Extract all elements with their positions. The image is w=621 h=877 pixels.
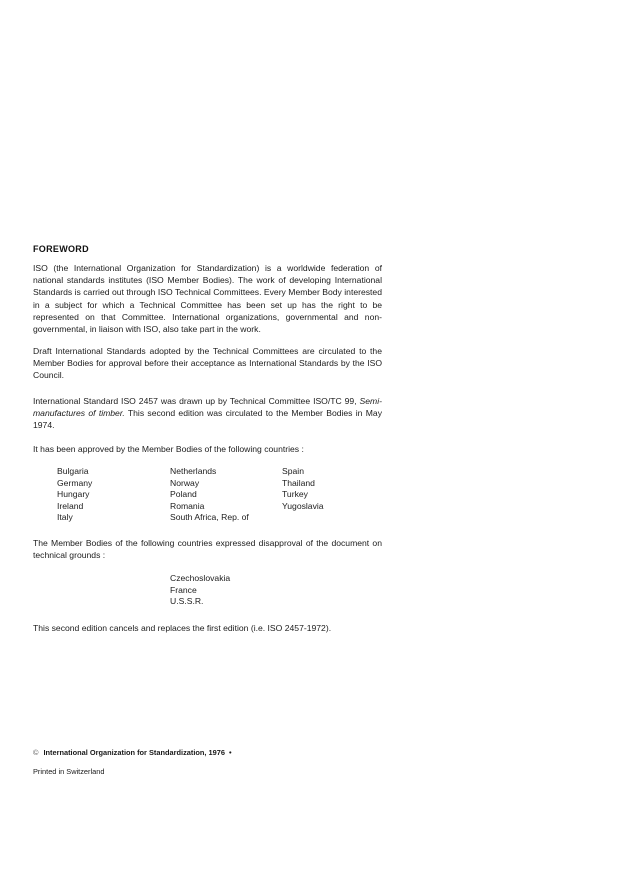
country: Yugoslavia — [282, 500, 324, 511]
copyright-text: International Organization for Standardization, 1976 — [43, 748, 225, 757]
paragraph-disapproval: The Member Bodies of the following countries expressed disapproval of the document on technical grounds : — [33, 538, 382, 561]
bullet-mark: • — [228, 748, 232, 757]
p3-text-after: This second edition was circulated to the Member Bodies in May 1974. — [33, 408, 382, 431]
country: Romania — [170, 500, 205, 511]
country: Norway — [170, 477, 200, 488]
disapproving-countries — [170, 573, 230, 608]
printed-in: Printed in Switzerland — [33, 767, 105, 776]
country: Netherlands — [170, 466, 217, 476]
country: Spain — [282, 466, 304, 476]
country: Czechoslovakia — [170, 573, 231, 583]
country: Bulgaria — [57, 466, 89, 476]
country: Germany — [57, 477, 93, 488]
paragraph-draft-standards: Draft International Standards adopted by the Technical Committees are circulated to the Member Bodies for approval before their acceptance as International Standards by the ISO Council. — [33, 346, 382, 381]
p3-text-before: International Standard ISO 2457 was drawn up by Technical Committee ISO/TC 99, — [33, 396, 360, 406]
approving-countries-col3 — [282, 466, 324, 512]
country: Hungary — [57, 489, 90, 500]
approving-countries-col2 — [170, 466, 249, 524]
copyright-icon: © — [33, 748, 39, 757]
paragraph-approval: It has been approved by the Member Bodies of the following countries : — [33, 444, 304, 454]
approving-countries-col1 — [57, 466, 92, 524]
country: Ireland — [57, 500, 84, 511]
country: Italy — [57, 512, 73, 523]
country: Thailand — [282, 477, 315, 488]
foreword-heading: FOREWORD — [33, 244, 89, 254]
country: Poland — [170, 489, 197, 500]
copyright-line — [33, 748, 232, 757]
country: U.S.S.R. — [170, 596, 204, 607]
country: South Africa, Rep. of — [170, 512, 249, 523]
paragraph-iso-2457 — [33, 395, 382, 432]
paragraph-edition-note: This second edition cancels and replaces the first edition (i.e. ISO 2457-1972). — [33, 623, 332, 633]
country: France — [170, 584, 197, 595]
country: Turkey — [282, 489, 308, 500]
paragraph-iso-intro: ISO (the International Organization for Standardization) is a worldwide federation of national standards institutes (ISO Member Bodies). The work of developing International Standards is carried out through ISO Technical Committees. Every Member Body interested in a subject for which a Technical Committee has been set up has the right to be represented on that Committee. International organizations, governmental and non-governmental, in liaison with ISO, also take part in the work. — [33, 263, 382, 335]
committee-title: Semi-manufactures of timber. — [33, 396, 382, 419]
